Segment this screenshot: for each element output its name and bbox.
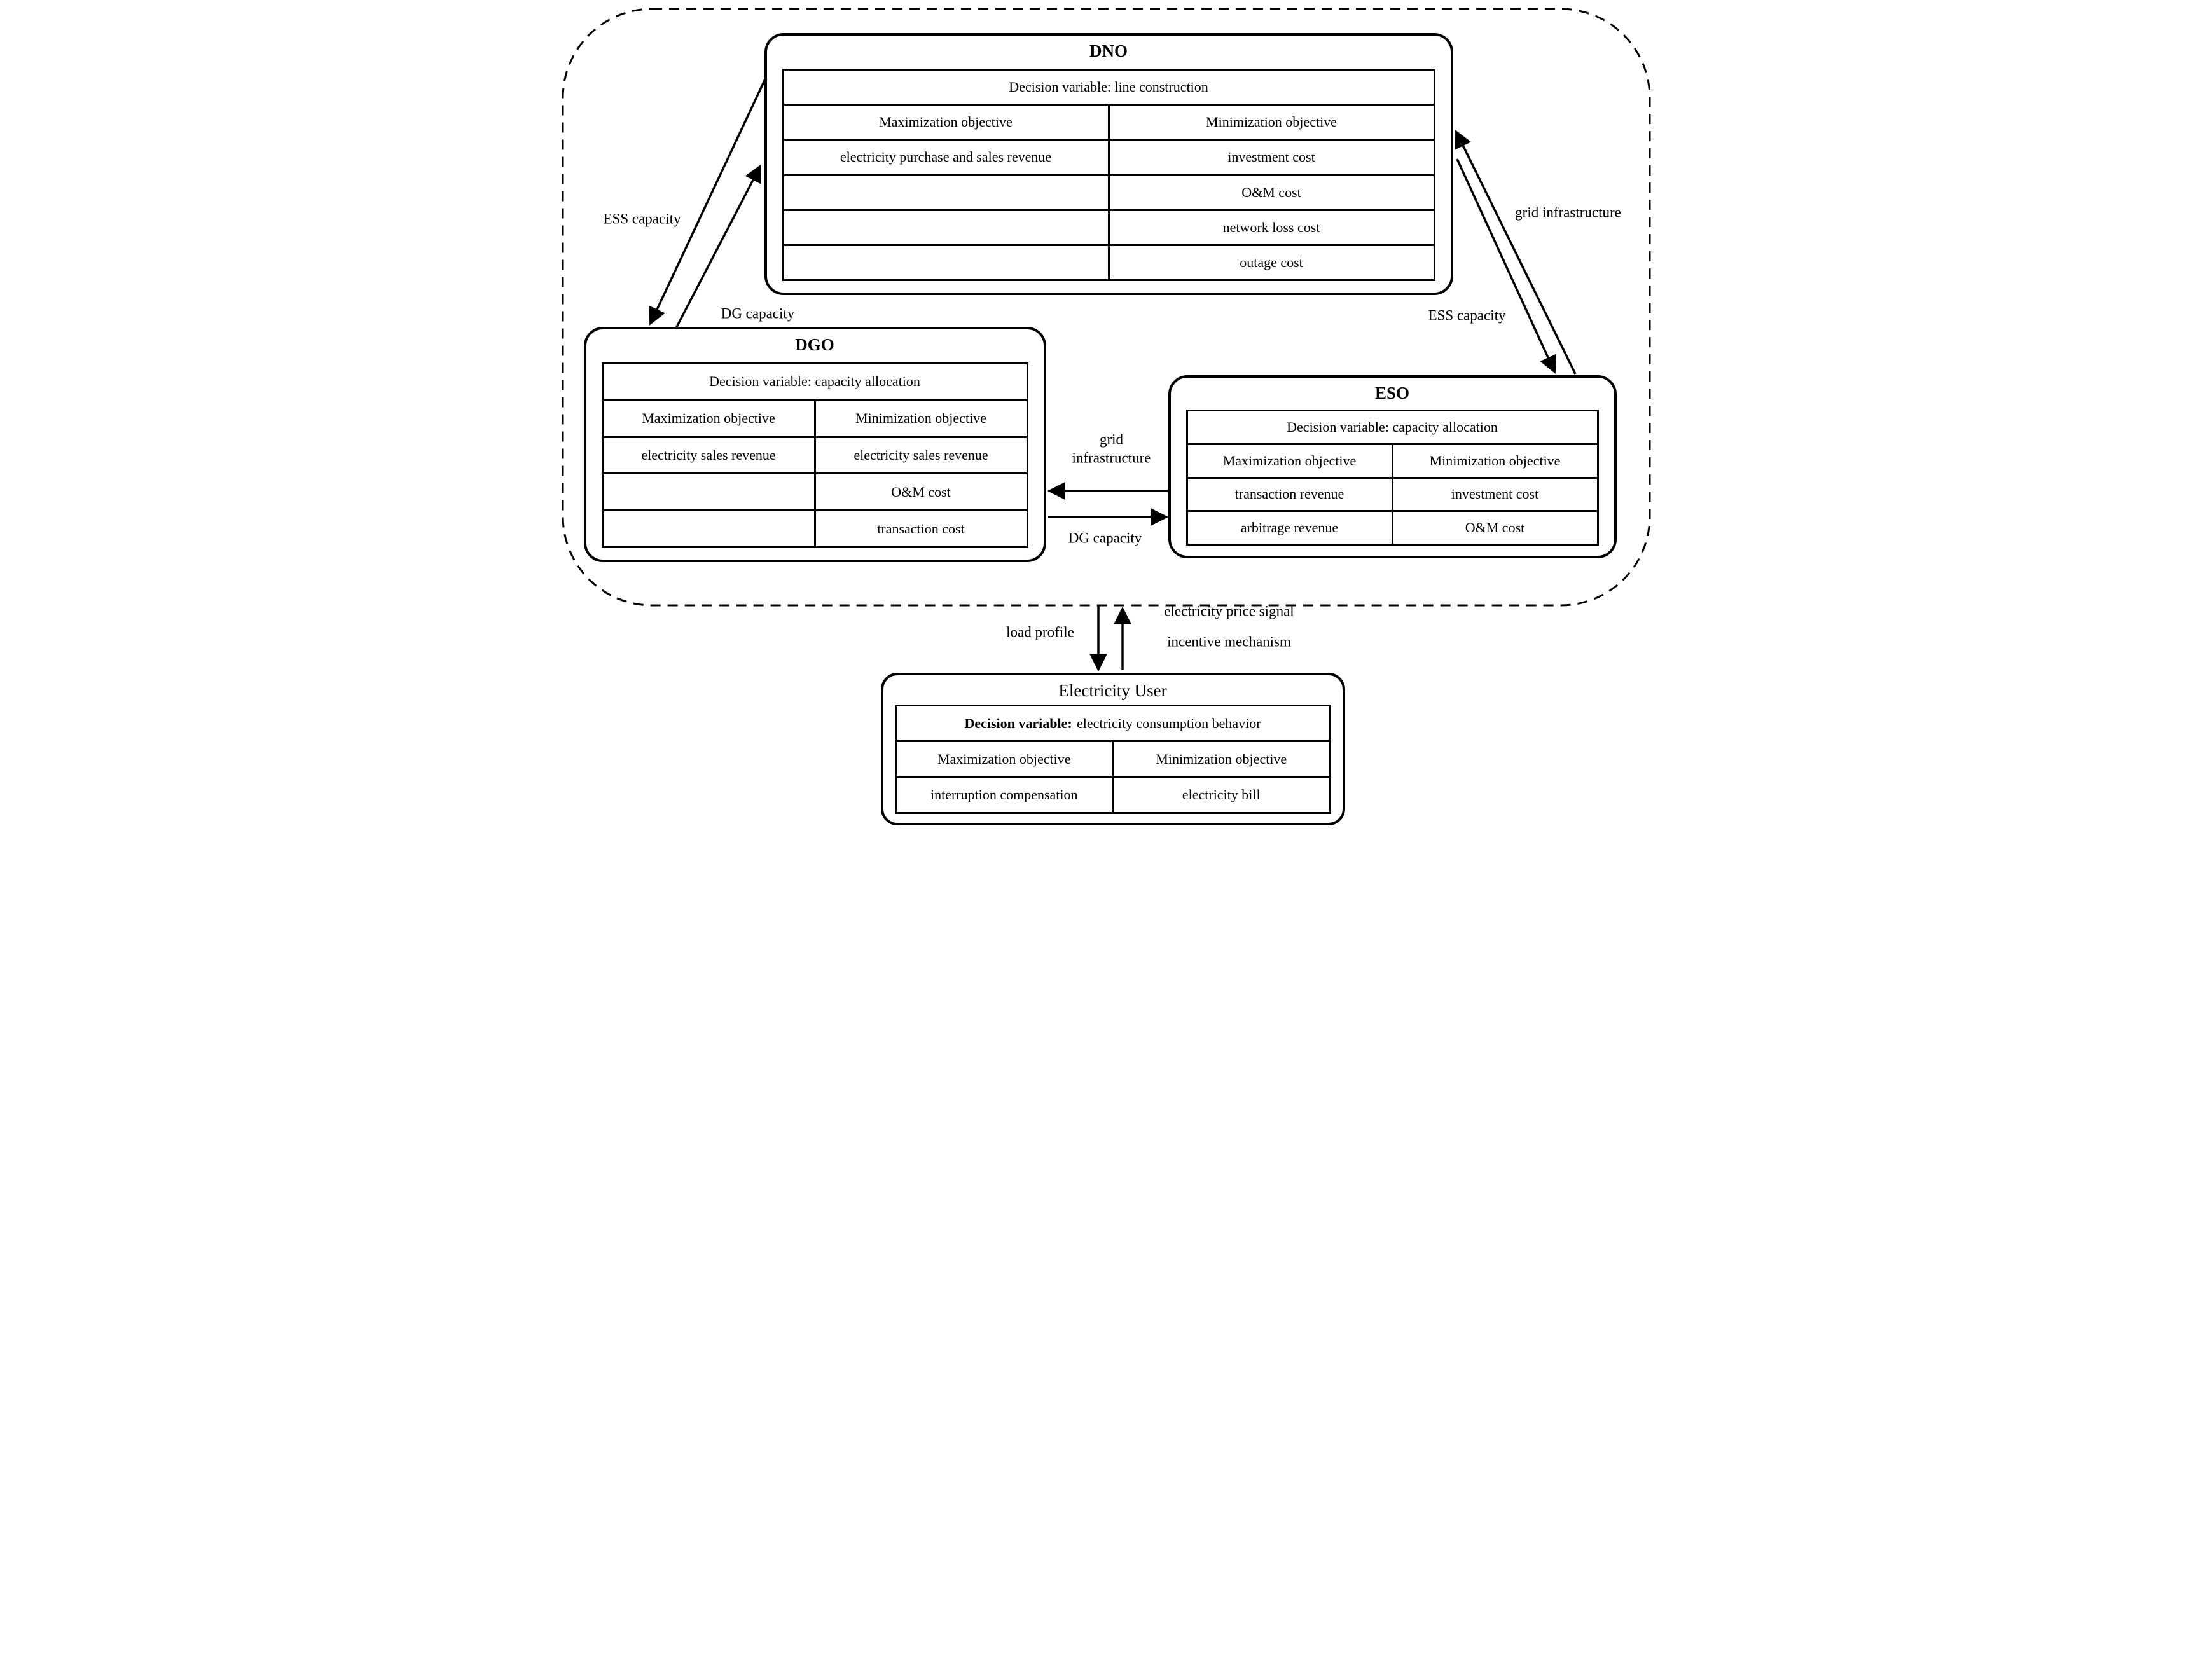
dgo-row-3 [604,509,1027,546]
ess-capacity-right-label: ESS capacity [1428,307,1506,324]
dno-table [782,69,1435,281]
dgo-min-item: O&M cost [814,474,1027,509]
user-max-header: Maximization objective [937,750,1071,767]
dno-max-item [784,211,1108,244]
eso-max-header: Maximization objective [1222,452,1357,469]
dno-max-header: Maximization objective [879,114,1013,130]
arrow-dgo-to-dno-dg-capacity [676,167,760,328]
dgo-header-row [604,399,1027,436]
dgo-min-item: electricity sales revenue [814,438,1027,473]
dno-row-4 [784,244,1434,279]
user-min-header: Minimization objective [1112,742,1329,776]
electricity-user-box [881,673,1345,825]
dg-capacity-left-label: DG capacity [721,305,795,322]
dno-row-2 [784,174,1434,209]
dgo-max-item [604,511,814,546]
user-min-item: electricity bill [1112,778,1329,812]
eso-min-item: investment cost [1392,479,1597,511]
dgo-decision-row: Decision variable: capacity allocation [709,373,920,390]
eso-min-header: Minimization objective [1392,445,1597,477]
eso-title: ESO [1374,383,1410,403]
dgo-max-item: electricity sales revenue [641,446,776,463]
grid-infrastructure-mid-line2: infrastructure [1072,450,1151,465]
dgo-box [584,327,1046,562]
eso-decision-row: Decision variable: capacity allocation [1287,418,1498,435]
user-decision-row [897,706,1329,740]
dno-max-item [784,246,1108,279]
dgo-table [602,362,1028,548]
electricity-user-table [895,705,1331,814]
eso-row-2 [1188,510,1597,544]
eso-max-item: arbitrage revenue [1240,520,1339,536]
eso-header-row [1188,443,1597,477]
eso-table [1186,410,1599,546]
user-row-1 [897,776,1329,812]
dgo-row-2 [604,472,1027,509]
electricity-price-signal-label: electricity price signal [1164,603,1294,619]
eso-min-item: O&M cost [1392,512,1597,544]
grid-infrastructure-right-label: grid infrastructure [1515,204,1621,221]
arrow-eso-to-dno-ess-capacity [1456,132,1575,374]
eso-row-1 [1188,477,1597,511]
dno-decision-row: Decision variable: line construction [1009,79,1208,95]
grid-infrastructure-mid-label [1072,430,1151,467]
user-max-item: interruption compensation [930,787,1078,803]
dno-min-header: Minimization objective [1108,106,1434,139]
dno-row-3 [784,209,1434,244]
arrow-dno-to-eso-grid-infrastructure [1457,159,1554,371]
eso-max-item: transaction revenue [1234,486,1344,502]
dno-box [764,33,1453,295]
eso-box [1168,375,1617,558]
user-header-row [897,740,1329,776]
ess-capacity-left-label: ESS capacity [603,210,681,227]
dgo-max-header: Maximization objective [642,410,775,427]
dno-min-item: O&M cost [1108,176,1434,209]
dno-row-1 [784,139,1434,174]
load-profile-label: load profile [1006,624,1074,640]
incentive-mechanism-label: incentive mechanism [1167,633,1291,650]
dno-max-item [784,176,1108,209]
electricity-user-title: Electricity User [1058,681,1167,700]
dgo-title: DGO [795,335,834,354]
dno-min-item: investment cost [1108,141,1434,174]
dno-header-row [784,104,1434,139]
user-decision-value: electricity consumption behavior [1076,715,1261,731]
user-decision-label: Decision variable: [964,715,1072,731]
dg-capacity-mid-label: DG capacity [1068,530,1142,546]
dno-min-item: outage cost [1108,246,1434,279]
dno-min-item: network loss cost [1108,211,1434,244]
dno-max-item: electricity purchase and sales revenue [840,149,1052,165]
dgo-max-item [604,474,814,509]
dgo-min-header: Minimization objective [814,401,1027,436]
dgo-min-item: transaction cost [814,511,1027,546]
arrow-dno-to-dgo-ess-capacity [651,53,777,323]
tri-level-planning-diagram [553,0,1659,829]
dno-title: DNO [1089,41,1128,60]
dgo-row-1 [604,436,1027,473]
grid-infrastructure-mid-line1: grid [1099,431,1124,448]
